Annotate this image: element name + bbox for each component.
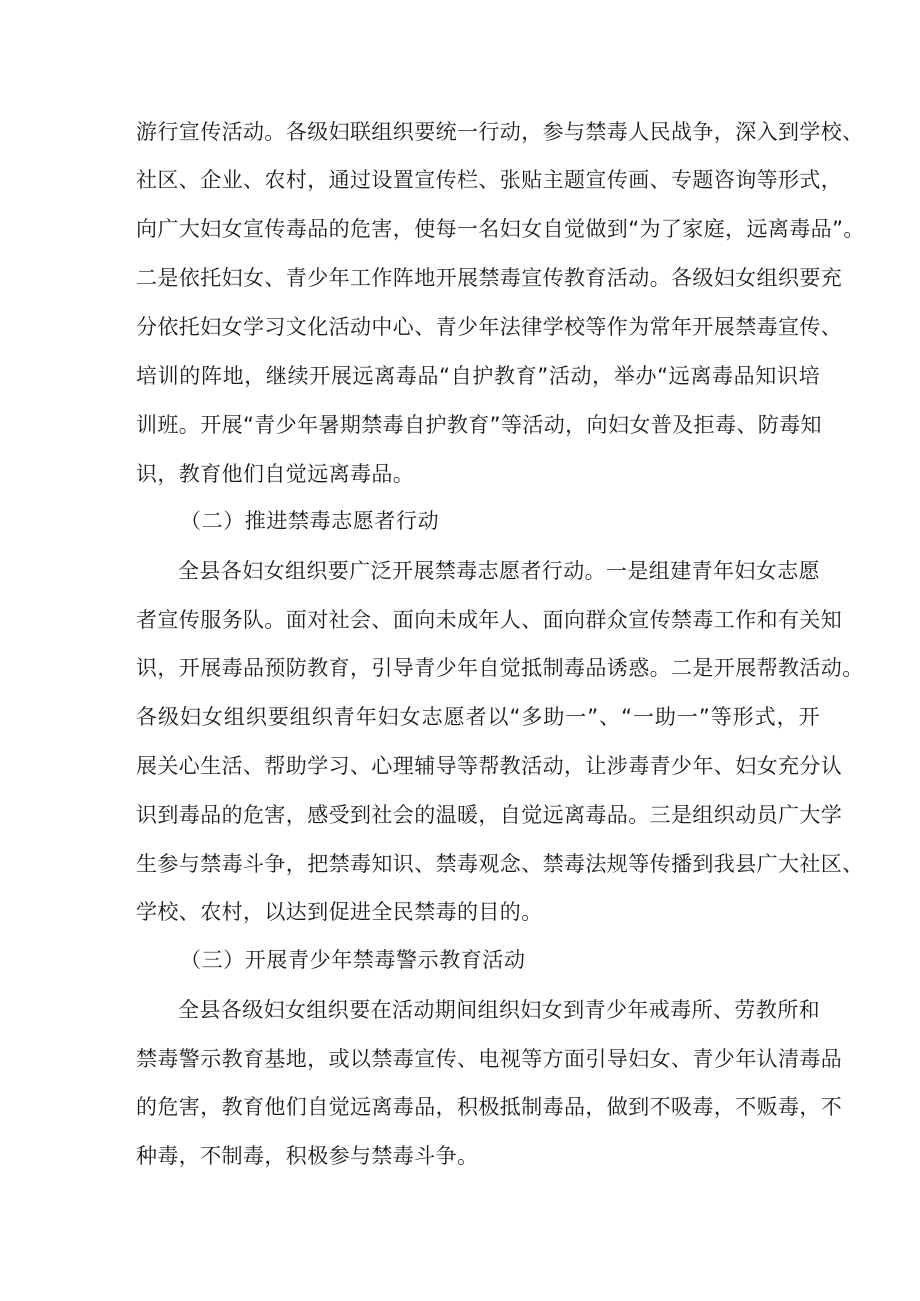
paragraph-line: 生参与禁毒斗争，把禁毒知识、禁毒观念、禁毒法规等传播到我县广大社区、 — [136, 852, 864, 876]
section-heading: （三）开展青少年禁毒警示教育活动 — [180, 948, 526, 972]
paragraph-line: 学校、农村，以达到促进全民禁毒的目的。 — [136, 900, 543, 924]
paragraph-line: 者宣传服务队。面对社会、面向未成年人、面向群众宣传禁毒工作和有关知 — [136, 608, 843, 632]
paragraph-line: 分依托妇女学习文化活动中心、青少年法律学校等作为常年开展禁毒宣传、 — [136, 315, 843, 339]
paragraph-line: 游行宣传活动。各级妇联组织要统一行动，参与禁毒人民战争，深入到学校、 — [136, 120, 864, 144]
paragraph-line: 禁毒警示教育基地，或以禁毒宣传、电视等方面引导妇女、青少年认清毒品 — [136, 1047, 843, 1071]
paragraph-line: 种毒，不制毒，积极参与禁毒斗争。 — [136, 1144, 479, 1168]
paragraph-line: 的危害，教育他们自觉远离毒品，积极抵制毒品，做到不吸毒，不贩毒，不 — [136, 1095, 843, 1119]
paragraph-line: 培训的阵地，继续开展远离毒品“自护教育”活动，举办“远离毒品知识培 — [136, 364, 820, 388]
paragraph-line: 识到毒品的危害，感受到社会的温暖，自觉远离毒品。三是组织动员广大学 — [136, 803, 843, 827]
paragraph-line: 展关心生活、帮助学习、心理辅导等帮教活动，让涉毒青少年、妇女充分认 — [136, 754, 843, 778]
paragraph-line: 社区、企业、农村，通过设置宣传栏、张贴主题宣传画、专题咨询等形式， — [136, 168, 843, 192]
paragraph-line: 各级妇女组织要组织青年妇女志愿者以“多助一”、“一助一”等形式，开 — [136, 705, 820, 729]
paragraph-line: 全县各级妇女组织要在活动期间组织妇女到青少年戒毒所、劳教所和 — [178, 998, 820, 1022]
paragraph-line: 全县各妇女组织要广泛开展禁毒志愿者行动。一是组建青年妇女志愿 — [178, 559, 820, 583]
paragraph-line: 训班。开展“青少年暑期禁毒自护教育”等活动，向妇女普及拒毒、防毒知 — [136, 413, 822, 437]
paragraph-line: 向广大妇女宣传毒品的危害，使每一名妇女自觉做到“为了家庭，远离毒品”。 — [136, 217, 865, 241]
paragraph-line: 二是依托妇女、青少年工作阵地开展禁毒宣传教育活动。各级妇女组织要充 — [136, 266, 843, 290]
section-heading: （二）推进禁毒志愿者行动 — [180, 509, 440, 533]
paragraph-line: 识，教育他们自觉远离毒品。 — [136, 462, 415, 486]
paragraph-line: 识，开展毒品预防教育，引导青少年自觉抵制毒品诱惑。二是开展帮教活动。 — [136, 656, 864, 680]
